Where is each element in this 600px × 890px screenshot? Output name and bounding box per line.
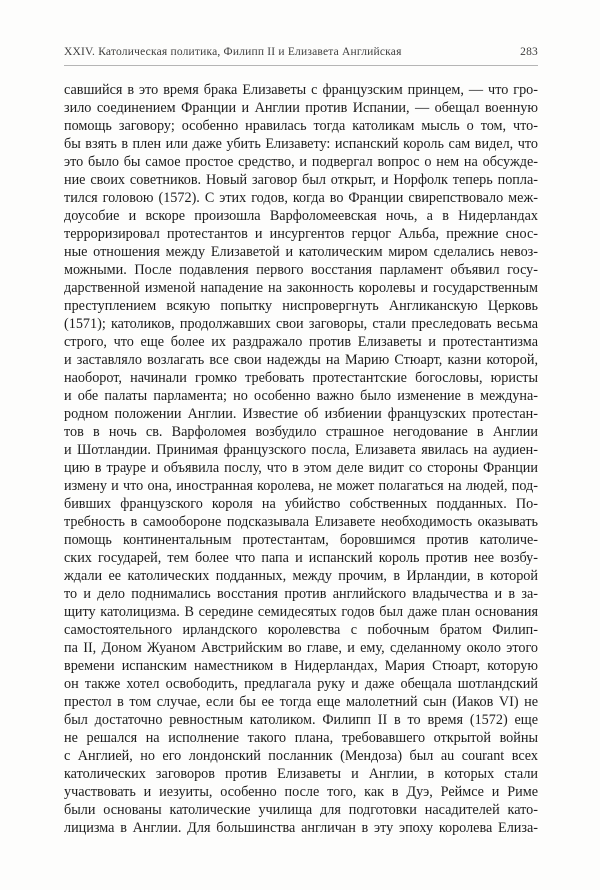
text-line: это было бы самое простое средство, и подвергал вопрос о нем на обсужде- xyxy=(64,154,538,170)
text-line: зило соединением Франции и Англии против Испании, — обещал военную xyxy=(64,100,538,116)
text-line: участвовать и иезуиты, особенно после того, как в Дуэ, Реймсе и Риме xyxy=(64,784,538,800)
text-line: лицизма в Англии. Для большинства англичан в эту эпоху королева Елиза- xyxy=(64,820,538,836)
text-line: строго, что еще более их раздражало против Елизаветы и протестантизма xyxy=(64,334,538,350)
text-line: ждали ее католических подданных, между прочим, в Ирландии, в которой xyxy=(64,568,538,584)
text-line: и обе палаты парламента; но особенно важно было изменение в междуна- xyxy=(64,388,538,404)
text-line: доусобие и вскоре произошла Варфоломеевская ночь, а в Нидерландах xyxy=(64,208,538,224)
running-head: XXIV. Католическая политика, Филипп II и Елизавета Английская xyxy=(64,46,402,58)
text-line: терроризировал протестантов и инсургентов герцог Альба, прежние снос- xyxy=(64,226,538,242)
text-line: то и дело поднимались восстания против английского владычества и в за- xyxy=(64,586,538,602)
text-line: наоборот, начинали громко требовать протестантские богословы, юристы xyxy=(64,370,538,386)
text-line: па II, Доном Жуаном Австрийским во главе, и ему, сделанному около этого xyxy=(64,640,538,656)
text-line: требность в самообороне подсказывала Елизавете необходимость оказывать xyxy=(64,514,538,530)
text-line: савшийся в это время брака Елизаветы с французским принцем, — что гро- xyxy=(64,82,538,98)
text-line: ских государей, тем более что папа и испанский король против нее возбу- xyxy=(64,550,538,566)
text-line: цию в трауре и объявила послу, что в этом деле видит со стороны Франции xyxy=(64,460,538,476)
text-line: щиту католицизма. В середине семидесятых годов был даже план основания xyxy=(64,604,538,620)
text-line: были основаны католические училища для подготовки насадителей като- xyxy=(64,802,538,818)
text-line: с Англией, но его лондонский посланник (Мендоза) был au courant всех xyxy=(64,748,538,764)
text-line: (1571); католиков, продолжавших свои заговоры, стали преследовать весьма xyxy=(64,316,538,332)
text-line: тился головою (1572). С этих годов, когда во Франции свирепствовало меж- xyxy=(64,190,538,206)
body-text xyxy=(64,81,538,837)
text-line: бивших французского короля на убийство собственных подданных. По- xyxy=(64,496,538,512)
text-line: преступлением всякую попытку ниспровергнуть Англиканскую Церковь xyxy=(64,298,538,314)
text-line: католических заговоров против Елизаветы и Англии, в которых стали xyxy=(64,766,538,782)
text-line: он также хотел освободить, предлагала руку и даже обещала шотландский xyxy=(64,676,538,692)
header-rule xyxy=(64,65,538,66)
text-line: не решался на исполнение такого плана, требовавшего открытой войны xyxy=(64,730,538,746)
page-header xyxy=(64,46,538,65)
text-line: самостоятельного ирландского королевства с побочным братом Филип- xyxy=(64,622,538,638)
text-line: и Шотландии. Принимая французского посла, Елизавета явилась на аудиен- xyxy=(64,442,538,458)
text-line: времени испанским наместником в Нидерландах, Мария Стюарт, которую xyxy=(64,658,538,674)
text-line: родном положении Англии. Известие об избиении французских протестан- xyxy=(64,406,538,422)
text-line: дарственной изменой нападение на законность королевы и государственным xyxy=(64,280,538,296)
text-line: помощь заговору; особенно нравилась тогда католикам мысль о том, что- xyxy=(64,118,538,134)
text-line: помощь континентальным протестантам, боровшимся против католиче- xyxy=(64,532,538,548)
text-line: можными. После подавления первого восстания парламент объявил госу- xyxy=(64,262,538,278)
text-line: тов в ночь св. Варфоломея возбудило страшное негодование в Англии xyxy=(64,424,538,440)
text-line: бы взять в плен или даже убить Елизавету: испанский король сам видел, что xyxy=(64,136,538,152)
text-line: и заставляло возлагать все свои надежды на Марию Стюарт, казни которой, xyxy=(64,352,538,368)
page-number: 283 xyxy=(520,46,538,58)
text-line: измену и что она, иностранная королева, не может полагаться на людей, под- xyxy=(64,478,538,494)
text-line: престол в том случае, если бы ее тогда еще малолетний сын (Иаков VI) не xyxy=(64,694,538,710)
text-line: ние своих советников. Новый заговор был открыт, и Норфолк теперь попла- xyxy=(64,172,538,188)
text-line: был достаточно ревностным католиком. Филипп II в то время (1572) еще xyxy=(64,712,538,728)
text-line: ные отношения между Елизаветой и католическим миром сделались невоз- xyxy=(64,244,538,260)
